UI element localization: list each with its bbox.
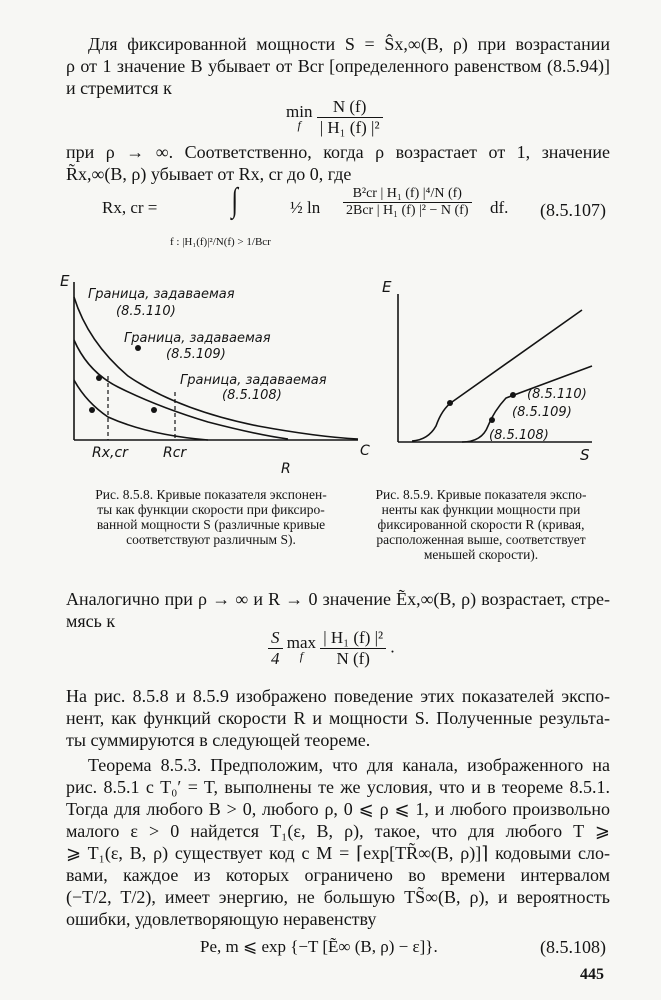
theorem-line: Тогда для любого B > 0, любого ρ, 0 ⩽ ρ ⩽ 1, и любого произвольно (66, 799, 610, 819)
denominator: 4 (271, 649, 280, 668)
caption-line: фиксированной скорости R (кривая, (377, 517, 585, 532)
operator: max (286, 633, 317, 652)
denominator: 2Bcr | H₁ (f) |² − N (f) (346, 203, 469, 218)
curve-label: (8.5.110) (116, 304, 176, 319)
denominator: | H₁ (f) |² (319, 118, 380, 137)
operator: min (286, 102, 313, 121)
figure-8-5-8 (58, 272, 370, 477)
theorem-line: Теорема 8.5.3. Предположим, что для канала, изображенного на (88, 755, 610, 775)
text-line: R̃x,∞(B, ρ) убывает от Rx, cr до 0, где (66, 164, 352, 184)
curve-label: (8.5.109) (512, 405, 572, 420)
equation-max (268, 628, 395, 669)
integral-limit: f : |H₁(f)|²/N(f) > 1/Bcr (170, 236, 271, 248)
x-end-label: C (360, 443, 370, 459)
caption-line: ванной мощности S (различные кривые (96, 517, 326, 532)
numerator: B²cr | H₁ (f) |⁴/N (f) (343, 186, 472, 203)
text-line: Аналогично при ρ → ∞ и R → 0 значение Ẽx,∞(B, ρ) возрастает, стре- (66, 589, 610, 609)
text-line: нент, как функций скорости R и мощности S. Полученные результа- (66, 708, 610, 728)
equation-df: df. (490, 198, 509, 217)
caption-line: соответствуют различным S). (126, 532, 296, 547)
tick-label: Rcr (163, 445, 187, 461)
critical-point (510, 392, 516, 398)
denominator: N (f) (336, 649, 370, 668)
critical-point (89, 407, 95, 413)
numerator: N (f) (317, 97, 383, 118)
text-line: Для фиксированной мощности S = Ŝx,∞(B, ρ) при возрастании (88, 34, 610, 54)
caption-line: меньшей скорости). (423, 547, 539, 562)
curve-label: (8.5.109) (166, 347, 226, 362)
subscript: f (299, 649, 304, 663)
y-axis-label: E (60, 272, 70, 290)
figure-caption (350, 487, 612, 562)
critical-point (96, 375, 102, 381)
curve-label: Граница, задаваемая (124, 331, 271, 346)
subscript: f (297, 118, 301, 132)
curve-upper (412, 310, 582, 441)
x-axis-label: R (281, 461, 291, 477)
x-axis-label: S (580, 446, 590, 464)
curve-label: (8.5.110) (527, 387, 587, 402)
caption-line: Рис. 8.5.9. Кривые показателя экспо- (375, 487, 587, 502)
curve-label: Граница, задаваемая (88, 287, 235, 302)
numerator: | H₁ (f) |² (320, 628, 386, 649)
equation-lhs: Rx, cr = (102, 198, 158, 217)
theorem-line: ⩾ T₁(ε, B, ρ) существует код с M = ⌈exp[TR̃∞(B, ρ)]⌉ кодовыми сло- (66, 843, 610, 863)
caption-line: ненты как функции мощности при (381, 502, 581, 517)
curve-label: (8.5.108) (222, 388, 282, 403)
caption-line: ты как функции скорости при фиксиро- (97, 502, 325, 517)
text-line: при ρ → ∞. Соответственно, когда ρ возрастает от 1, значение (66, 142, 610, 162)
numerator: S (268, 628, 283, 649)
text-line: мясь к (66, 611, 116, 631)
equation-number: (8.5.108) (540, 937, 606, 957)
text-line: На рис. 8.5.8 и 8.5.9 изображено поведение этих показателей экспо- (66, 686, 610, 706)
curve-label: (8.5.108) (489, 428, 549, 443)
integral-sign: ∫ (231, 182, 238, 219)
equation-min (286, 97, 383, 138)
theorem-line: ошибки, удовлетворяющую неравенству (66, 909, 377, 929)
equation-fraction (343, 186, 472, 219)
tick-label: Rx,cr (92, 445, 128, 461)
equation-half-ln: ½ ln (290, 198, 321, 217)
y-axis-label: E (382, 278, 392, 296)
equation-8-5-108: Pe, m ⩽ exp {−T [Ẽ∞ (B, ρ) − ε]}. (200, 937, 438, 956)
theorem-line: малого ε > 0 найдется T₁(ε, B, ρ), такое, что для любого T ⩾ (66, 821, 610, 841)
figure-caption (76, 487, 346, 547)
caption-line: Рис. 8.5.8. Кривые показателя экспонен- (95, 487, 327, 502)
critical-point (489, 417, 495, 423)
caption-line: расположенная выше, соответствует (376, 532, 586, 547)
period: . (390, 637, 395, 657)
text-line: ρ от 1 значение B убывает от Bcr [определенного равенством (8.5.94)] (66, 56, 610, 76)
text-line: и стремится к (66, 78, 172, 98)
theorem-line: (−T/2, T/2), имеет энергию, не большую TS̃∞(B, ρ), и вероятность (66, 887, 610, 907)
figure-8-5-9 (382, 276, 592, 464)
curve-label: Граница, задаваемая (180, 373, 327, 388)
page-number: 445 (580, 966, 604, 983)
critical-point (151, 407, 157, 413)
text-line: ты суммируются в следующей теореме. (66, 730, 371, 750)
theorem-line: вами, каждое из которых ограничено во времени интервалом (66, 865, 610, 885)
equation-number: (8.5.107) (540, 200, 606, 220)
critical-point (447, 400, 453, 406)
theorem-line: рис. 8.5.1 с T₀′ = T, выполнены те же условия, что и в теореме 8.5.1. (66, 777, 610, 797)
